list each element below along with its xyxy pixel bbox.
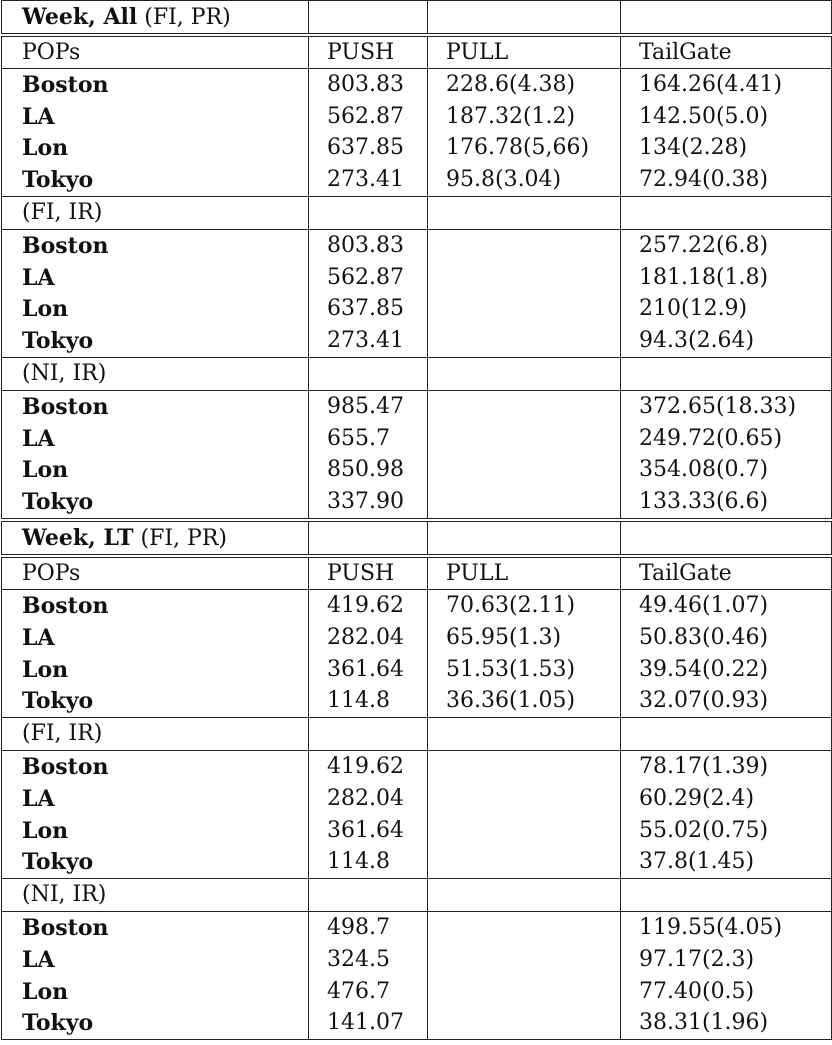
pop-name: LA [2, 622, 309, 654]
block-title-bold: Week, All [22, 3, 138, 30]
tailgate-value: 77.40(0.5) [621, 976, 832, 1008]
empty-cell [621, 520, 832, 556]
table-row [2, 486, 832, 520]
pull-value [428, 944, 621, 976]
tailgate-value: 142.50(5.0) [621, 101, 832, 133]
table-row [2, 262, 832, 294]
subsection-label: (NI, IR) [2, 879, 309, 912]
pull-value [428, 486, 621, 520]
empty-cell [428, 718, 621, 751]
table-row [2, 783, 832, 815]
pull-value [428, 455, 621, 487]
pop-name: LA [2, 262, 309, 294]
push-value: 361.64 [309, 654, 428, 686]
tailgate-value: 210(12.9) [621, 294, 832, 326]
push-value: 803.83 [309, 69, 428, 101]
results-table-body [2, 1, 832, 1040]
table-row [2, 294, 832, 326]
block-title [2, 520, 309, 556]
tailgate-value: 119.55(4.05) [621, 912, 832, 944]
table-row [2, 686, 832, 718]
push-value: 282.04 [309, 783, 428, 815]
pop-name: Lon [2, 133, 309, 165]
block-title-row [2, 520, 832, 556]
tailgate-value: 50.83(0.46) [621, 622, 832, 654]
empty-cell [428, 879, 621, 912]
table-row [2, 815, 832, 847]
tailgate-value: 372.65(18.33) [621, 390, 832, 422]
pop-name: Boston [2, 390, 309, 422]
pop-name: Lon [2, 654, 309, 686]
tailgate-value: 354.08(0.7) [621, 455, 832, 487]
table-row [2, 164, 832, 196]
table-row [2, 751, 832, 783]
table-row [2, 912, 832, 944]
tailgate-value: 78.17(1.39) [621, 751, 832, 783]
column-header-pops: POPs [2, 556, 309, 590]
push-value: 361.64 [309, 815, 428, 847]
pull-value: 70.63(2.11) [428, 590, 621, 622]
empty-cell [428, 358, 621, 391]
table-row [2, 69, 832, 101]
pop-name: LA [2, 101, 309, 133]
pop-name: Lon [2, 455, 309, 487]
push-value: 114.8 [309, 686, 428, 718]
push-value: 282.04 [309, 622, 428, 654]
empty-cell [309, 358, 428, 391]
block-title-row [2, 1, 832, 36]
subsection-label: (FI, IR) [2, 197, 309, 230]
tailgate-value: 181.18(1.8) [621, 262, 832, 294]
empty-cell [621, 1, 832, 36]
tailgate-value: 249.72(0.65) [621, 423, 832, 455]
subsection-row [2, 879, 832, 912]
subsection-label: (FI, IR) [2, 718, 309, 751]
tailgate-value: 134(2.28) [621, 133, 832, 165]
empty-cell [621, 718, 832, 751]
push-value: 419.62 [309, 751, 428, 783]
push-value: 419.62 [309, 590, 428, 622]
block-title-config: (FI, PR) [133, 525, 227, 551]
pull-value [428, 815, 621, 847]
table-row [2, 944, 832, 976]
table-row [2, 622, 832, 654]
pop-name: LA [2, 423, 309, 455]
block-title-bold: Week, LT [22, 524, 134, 551]
pull-value: 176.78(5,66) [428, 133, 621, 165]
push-value: 498.7 [309, 912, 428, 944]
pop-name: Lon [2, 976, 309, 1008]
pop-name: Tokyo [2, 325, 309, 357]
table-row [2, 229, 832, 261]
empty-cell [428, 520, 621, 556]
tailgate-value: 257.22(6.8) [621, 229, 832, 261]
tailgate-value: 37.8(1.45) [621, 847, 832, 879]
empty-cell [428, 197, 621, 230]
push-value: 562.87 [309, 262, 428, 294]
subsection-label: (NI, IR) [2, 358, 309, 391]
pop-name: Lon [2, 815, 309, 847]
pull-value: 95.8(3.04) [428, 164, 621, 196]
pull-value [428, 262, 621, 294]
pull-value: 228.6(4.38) [428, 69, 621, 101]
empty-cell [309, 718, 428, 751]
tailgate-value: 38.31(1.96) [621, 1008, 832, 1040]
pull-value: 65.95(1.3) [428, 622, 621, 654]
push-value: 324.5 [309, 944, 428, 976]
push-value: 637.85 [309, 294, 428, 326]
tailgate-value: 72.94(0.38) [621, 164, 832, 196]
pull-value [428, 976, 621, 1008]
empty-cell [621, 879, 832, 912]
table-row [2, 1008, 832, 1040]
column-header-row [2, 35, 832, 69]
pull-value [428, 325, 621, 357]
pop-name: LA [2, 783, 309, 815]
table-row [2, 101, 832, 133]
pull-value [428, 390, 621, 422]
push-value: 850.98 [309, 455, 428, 487]
tailgate-value: 39.54(0.22) [621, 654, 832, 686]
table-row [2, 654, 832, 686]
tailgate-value: 55.02(0.75) [621, 815, 832, 847]
column-header-tailgate: TailGate [621, 35, 832, 69]
push-value: 114.8 [309, 847, 428, 879]
pop-name: Boston [2, 590, 309, 622]
table-row [2, 133, 832, 165]
push-value: 562.87 [309, 101, 428, 133]
pull-value [428, 847, 621, 879]
pull-value [428, 229, 621, 261]
tailgate-value: 32.07(0.93) [621, 686, 832, 718]
pull-value [428, 294, 621, 326]
column-header-push: PUSH [309, 556, 428, 590]
tailgate-value: 97.17(2.3) [621, 944, 832, 976]
subsection-row [2, 718, 832, 751]
pop-name: Tokyo [2, 164, 309, 196]
subsection-row [2, 358, 832, 391]
table-row [2, 325, 832, 357]
tailgate-value: 94.3(2.64) [621, 325, 832, 357]
empty-cell [621, 197, 832, 230]
column-header-pull: PULL [428, 556, 621, 590]
pull-value [428, 912, 621, 944]
table-row [2, 423, 832, 455]
pull-value [428, 751, 621, 783]
pull-value: 187.32(1.2) [428, 101, 621, 133]
tailgate-value: 164.26(4.41) [621, 69, 832, 101]
pull-value [428, 1008, 621, 1040]
column-header-pull: PULL [428, 35, 621, 69]
results-table [1, 0, 832, 1040]
table-row [2, 847, 832, 879]
pop-name: Lon [2, 294, 309, 326]
pop-name: Tokyo [2, 686, 309, 718]
pop-name: LA [2, 944, 309, 976]
pop-name: Boston [2, 751, 309, 783]
pop-name: Tokyo [2, 847, 309, 879]
empty-cell [621, 358, 832, 391]
push-value: 803.83 [309, 229, 428, 261]
push-value: 273.41 [309, 164, 428, 196]
empty-cell [428, 1, 621, 36]
subsection-row [2, 197, 832, 230]
tailgate-value: 60.29(2.4) [621, 783, 832, 815]
push-value: 273.41 [309, 325, 428, 357]
pop-name: Boston [2, 69, 309, 101]
empty-cell [309, 520, 428, 556]
block-title [2, 1, 309, 36]
empty-cell [309, 879, 428, 912]
push-value: 141.07 [309, 1008, 428, 1040]
push-value: 337.90 [309, 486, 428, 520]
column-header-pops: POPs [2, 35, 309, 69]
pop-name: Tokyo [2, 1008, 309, 1040]
pull-value: 36.36(1.05) [428, 686, 621, 718]
pop-name: Boston [2, 912, 309, 944]
push-value: 476.7 [309, 976, 428, 1008]
pull-value [428, 783, 621, 815]
empty-cell [309, 1, 428, 36]
pull-value [428, 423, 621, 455]
column-header-row [2, 556, 832, 590]
pull-value: 51.53(1.53) [428, 654, 621, 686]
table-row [2, 390, 832, 422]
block-title-config: (FI, PR) [137, 4, 231, 30]
tailgate-value: 133.33(6.6) [621, 486, 832, 520]
empty-cell [309, 197, 428, 230]
column-header-push: PUSH [309, 35, 428, 69]
pop-name: Tokyo [2, 486, 309, 520]
table-row [2, 590, 832, 622]
table-row [2, 455, 832, 487]
push-value: 985.47 [309, 390, 428, 422]
pop-name: Boston [2, 229, 309, 261]
column-header-tailgate: TailGate [621, 556, 832, 590]
table-row [2, 976, 832, 1008]
push-value: 655.7 [309, 423, 428, 455]
push-value: 637.85 [309, 133, 428, 165]
tailgate-value: 49.46(1.07) [621, 590, 832, 622]
